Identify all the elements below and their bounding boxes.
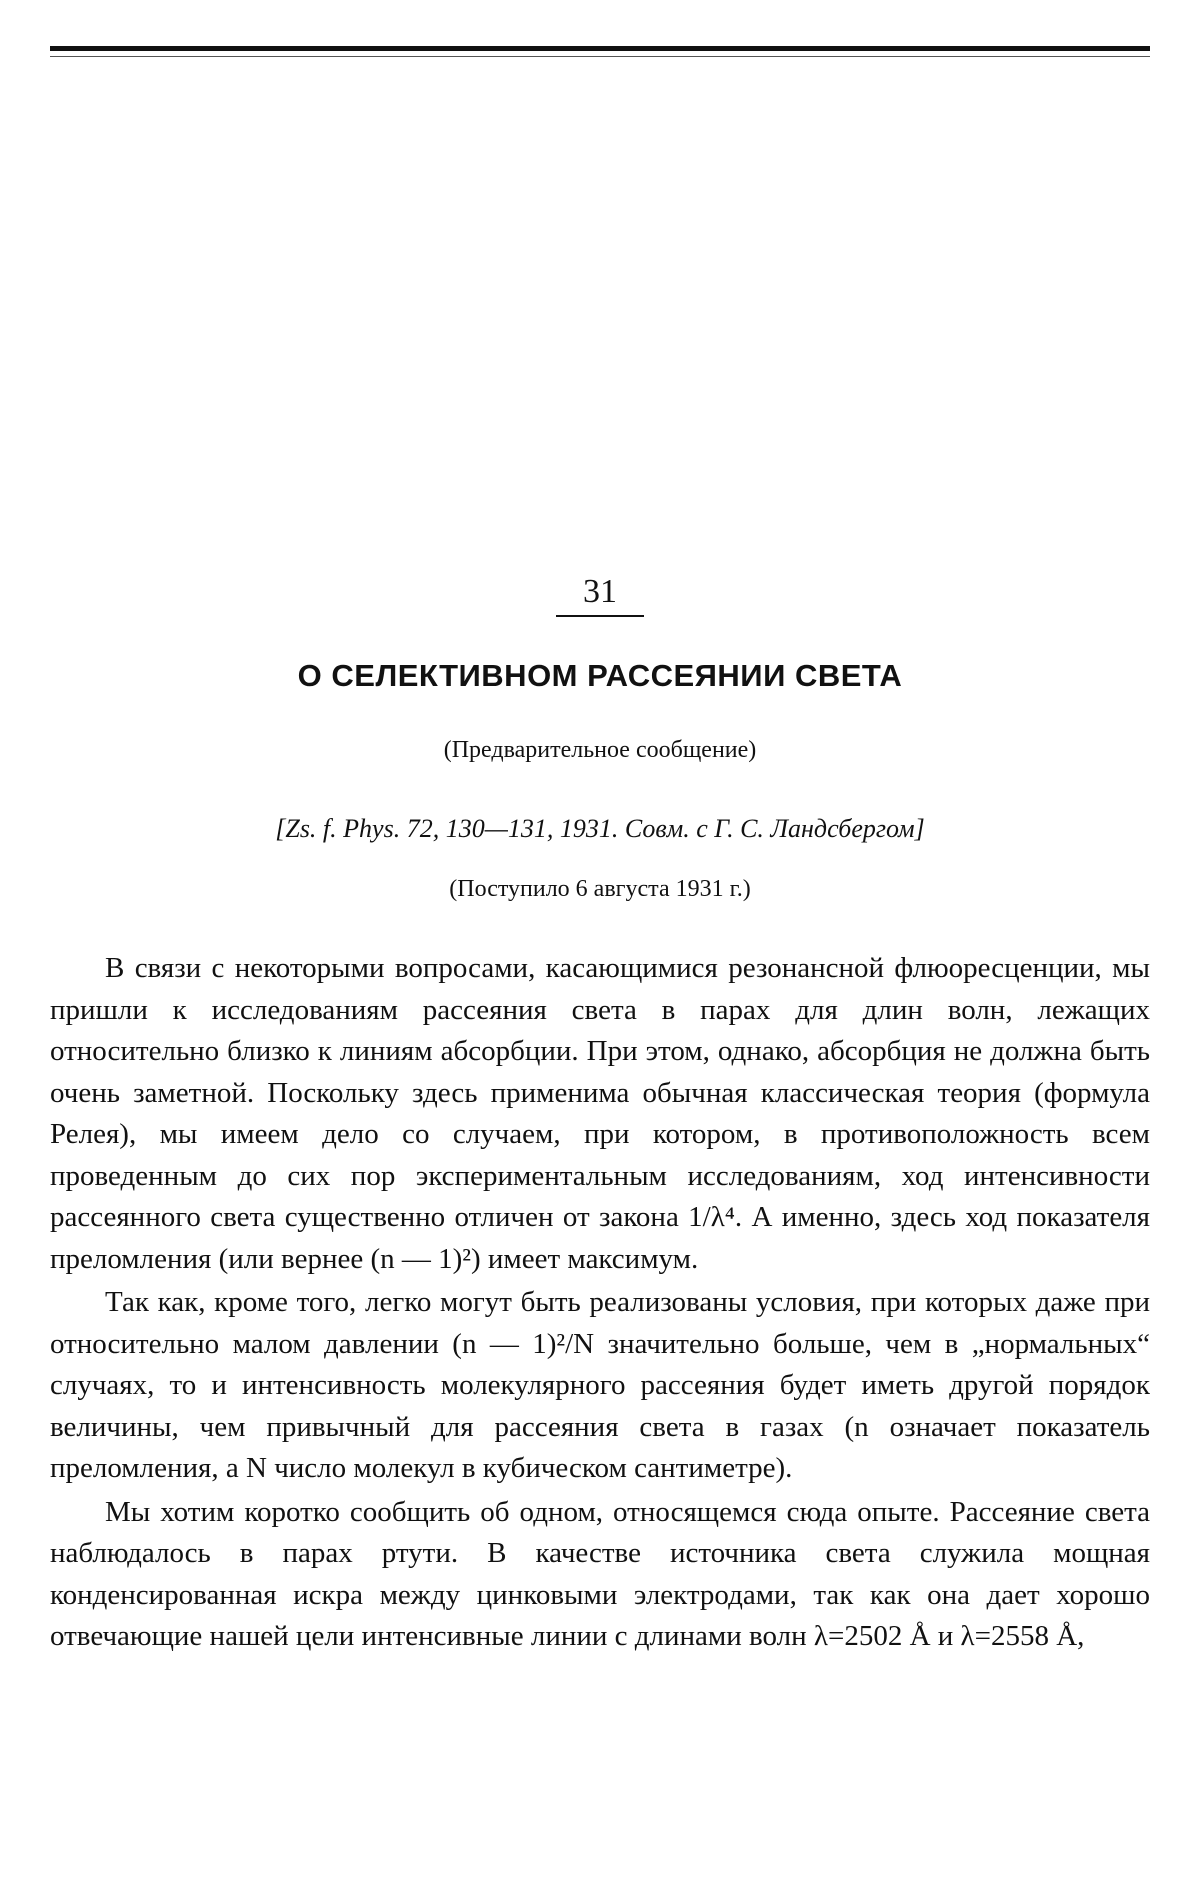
paragraph: Так как, кроме того, легко могут быть реализованы условия, при которых даже при относительно малом давлении (n — 1)²/N значительно больше, чем в „нормальных“ случаях, то и интенсивность молекулярного рассеяния будет иметь другой порядок величины, чем привычный для рассеяния света в газах (n означает показатель преломления, а N число молекул в кубическом сантиметре). [50, 1286, 1150, 1484]
paragraph: В связи с некоторыми вопросами, касающимися резонансной флюоресценции, мы пришли к исследованиям рассеяния света в парах для длин волн, лежащих относительно близко к линиям абсорбции. При этом, однако, абсорбция не должна быть очень заметной. Поскольку здесь применима обычная классическая теория (формула Релея), мы имеем дело со случаем, при котором, в противоположность всем проведенным до сих пор экспериментальным исследованиям, ход интенсивности рассеянного света существенно отличен от закона 1/λ⁴. А именно, здесь ход показателя преломления (или вернее (n — 1)²) имеет максимум. [50, 952, 1150, 1275]
paragraph: Мы хотим коротко сообщить об одном, относящемся сюда опыте. Рассеяние света наблюдалось в парах ртути. В качестве источника света служила мощная конденсированная искра между цинковыми электродами, так как она дает хорошо отвечающие нашей цели интенсивные линии с длинами волн λ=2502 Å и λ=2558 Å, [50, 1495, 1150, 1652]
article-received-date: (Поступило 6 августа 1931 г.) [449, 876, 751, 902]
article-title: О СЕЛЕКТИВНОМ РАССЕЯНИИ СВЕТА [297, 658, 903, 693]
article-citation: [Zs. f. Phys. 72, 130—131, 1931. Совм. с Г. С. Ландсбергом] [275, 814, 925, 843]
page-number: 31 [583, 573, 617, 610]
page-number-underline [556, 615, 644, 617]
header-rule [50, 46, 1150, 51]
article-body [50, 948, 1150, 1660]
header-rule-thin [50, 56, 1150, 57]
article-subtitle: (Предварительное сообщение) [443, 737, 757, 763]
